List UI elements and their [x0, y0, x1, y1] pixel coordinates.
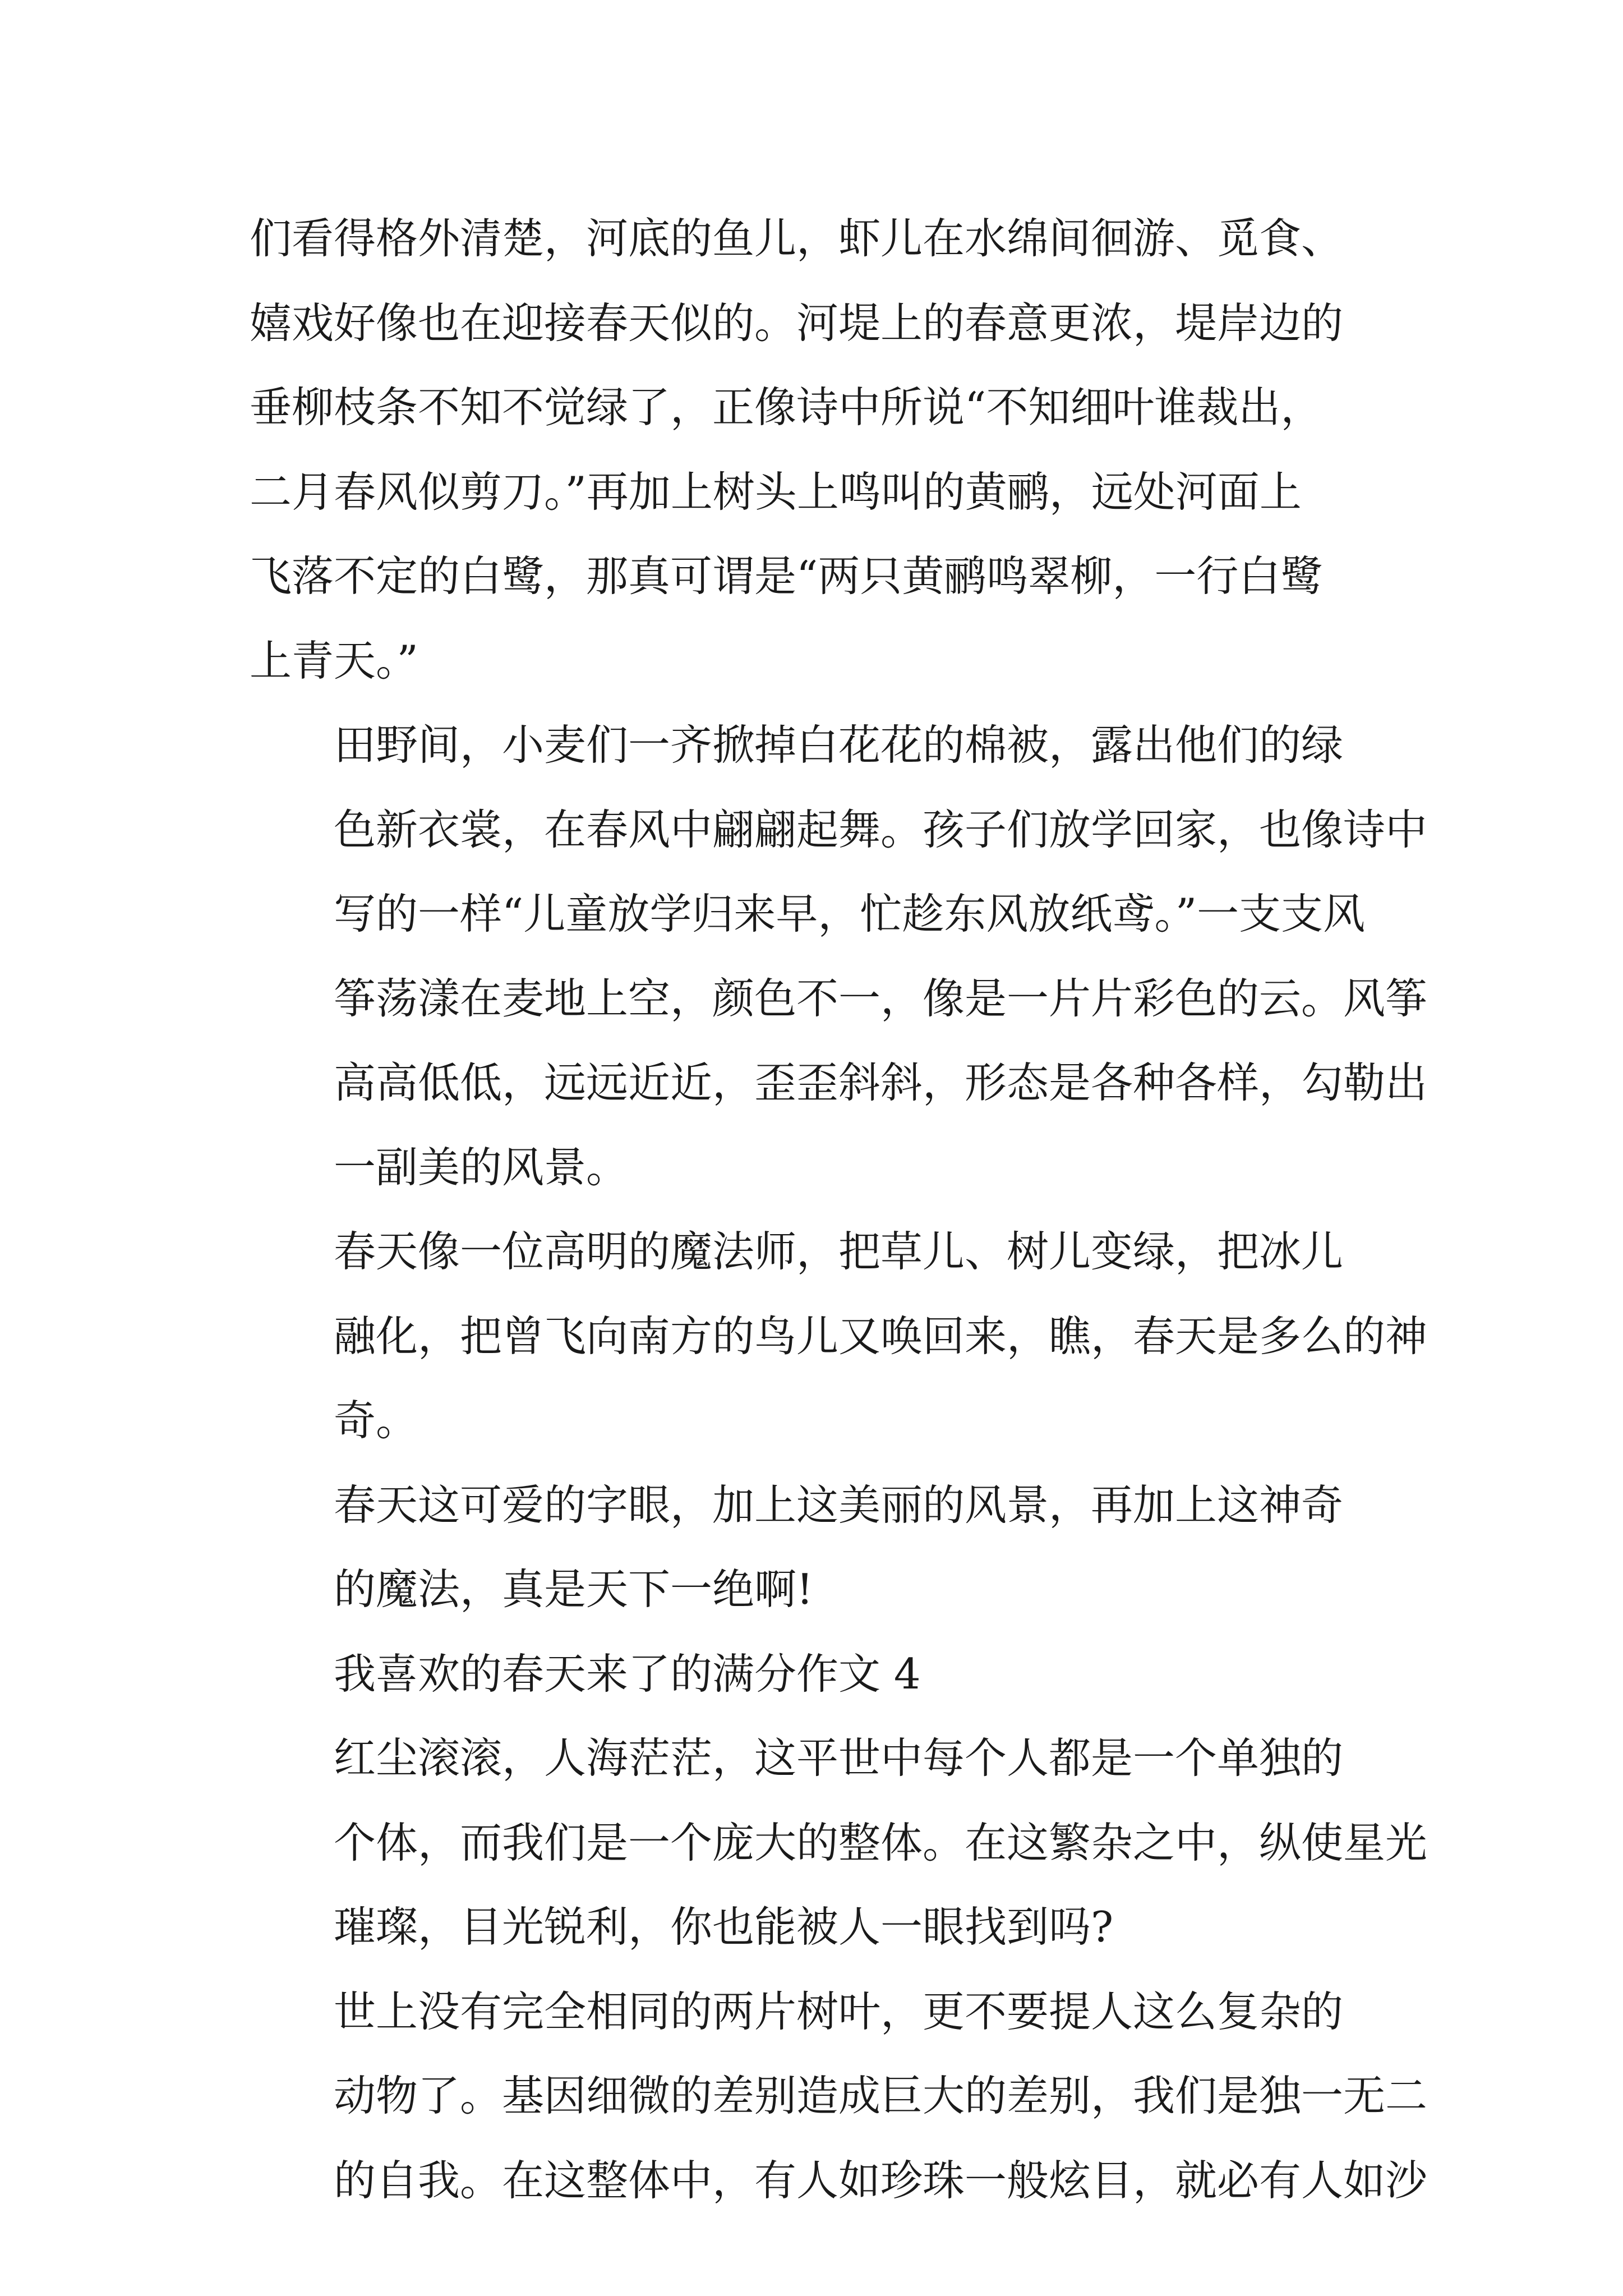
paragraph — [250, 196, 1394, 703]
text-line: 的魔法，真是天下一绝啊! — [334, 1565, 814, 1614]
text-line: 我喜欢的春天来了的满分作文 4 — [334, 1649, 921, 1699]
text-line: 写的一样“儿童放学归来早，忙趁东风放纸鸢。”一支支风 — [334, 889, 1366, 938]
text-line: 们看得格外清楚，河底的鱼儿，虾儿在水绵间徊游、觅食、 — [250, 214, 1344, 263]
text-line: 璀璨，目光锐利，你也能被人一眼找到吗? — [334, 1902, 1114, 1952]
text-line: 嬉戏好像也在迎接春天似的。河堤上的春意更浓，堤岸边的 — [250, 298, 1344, 348]
text-line: 色新衣裳，在春风中翩翩起舞。孩子们放学回家，也像诗中 — [334, 804, 1428, 854]
text-line: 奇。 — [334, 1396, 418, 1445]
text-line: 世上没有完全相同的两片树叶，更不要提人这么复杂的 — [334, 1986, 1344, 2036]
text-line: 一副美的风景。 — [334, 1142, 629, 1192]
text-line: 田野间，小麦们一齐掀掉白花花的棉被，露出他们的绿 — [334, 720, 1344, 770]
paragraph — [250, 1716, 1428, 1970]
text-line: 垂柳枝条不知不觉绿了，正像诗中所说“不知细叶谁裁出， — [250, 383, 1323, 432]
text-line: 二月春风似剪刀。”再加上树头上鸣叫的黄鹂，远处河面上 — [250, 467, 1302, 517]
text-line: 春天这可爱的字眼，加上这美丽的风景，再加上这神奇 — [334, 1480, 1344, 1530]
paragraph — [250, 1209, 1428, 1463]
section-heading — [250, 1632, 1394, 1717]
text-line: 飞落不定的白鹭，那真可谓是“两只黄鹂鸣翠柳，一行白鹭 — [250, 551, 1323, 601]
text-line: 动物了。基因细微的差别造成巨大的差别，我们是独一无二 — [334, 2071, 1428, 2120]
paragraph — [250, 1970, 1428, 2223]
text-line: 高高低低，远远近近，歪歪斜斜，形态是各种各样，勾勒出 — [334, 1058, 1428, 1107]
paragraph — [250, 703, 1428, 1209]
text-line: 筝荡漾在麦地上空，颜色不一，像是一片片彩色的云。风筝 — [334, 973, 1428, 1023]
text-line: 个体，而我们是一个庞大的整体。在这繁杂之中，纵使星光 — [334, 1818, 1428, 1867]
text-line: 春天像一位高明的魔法师，把草儿、树儿变绿，把冰儿 — [334, 1227, 1344, 1276]
paragraph — [250, 1463, 1394, 1632]
text-line: 红尘滚滚，人海茫茫，这平世中每个人都是一个单独的 — [334, 1733, 1344, 1783]
document-body — [250, 196, 1428, 2223]
text-line: 的自我。在这整体中，有人如珍珠一般炫目，就必有人如沙 — [334, 2155, 1428, 2205]
text-line: 融化，把曾飞向南方的鸟儿又唤回来，瞧，春天是多么的神 — [334, 1311, 1428, 1361]
text-line: 上青天。” — [250, 636, 418, 685]
